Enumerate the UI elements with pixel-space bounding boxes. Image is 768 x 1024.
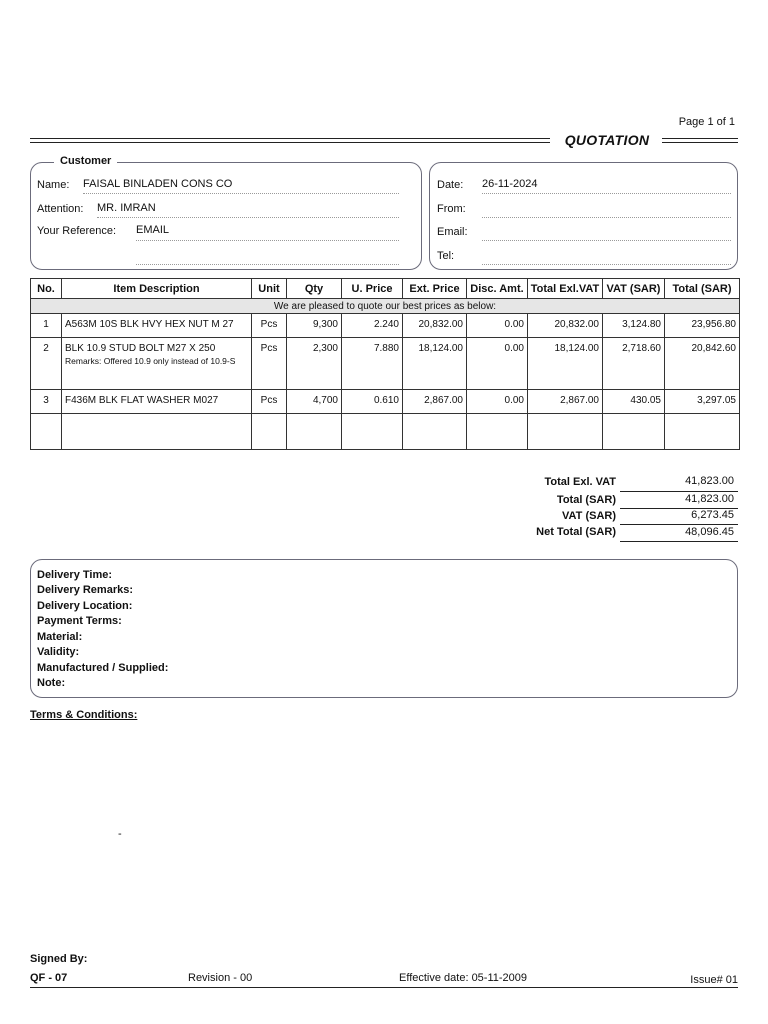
tel-dotted-line (482, 264, 731, 265)
empty-cell (287, 414, 342, 450)
empty-cell (467, 414, 528, 450)
empty-cell (342, 414, 403, 450)
title-rule-right (662, 138, 738, 143)
cell-no: 1 (31, 314, 62, 338)
reference-dotted-line (136, 240, 399, 241)
total-excl-vat-label: Total Exl. VAT (544, 476, 616, 488)
empty-cell (31, 414, 62, 450)
date-dotted-line (482, 193, 731, 194)
empty-table-row (31, 414, 740, 450)
table-row (31, 390, 740, 414)
cell-discount: 0.00 (467, 390, 528, 414)
totals-rule (620, 524, 738, 525)
cell-unit-price: 2.240 (342, 314, 403, 338)
cell-vat: 430.05 (603, 390, 665, 414)
cell-unit: Pcs (252, 338, 287, 390)
col-header-ext-price: Ext. Price (403, 279, 467, 299)
cell-no: 2 (31, 338, 62, 390)
cell-unit: Pcs (252, 314, 287, 338)
issue-number: Issue# 01 (690, 974, 738, 986)
email-label: Email: (437, 226, 468, 238)
notice-row (31, 299, 740, 314)
effective-date: Effective date: 05-11-2009 (399, 972, 528, 984)
reference-dotted-line-2 (136, 264, 399, 265)
email-dotted-line (482, 240, 731, 241)
date-label: Date: (437, 179, 464, 191)
col-header-total: Total (SAR) (665, 279, 740, 299)
cell-ext-price: 20,832.00 (403, 314, 467, 338)
cell-vat: 3,124.80 (603, 314, 665, 338)
attention-label: Attention: (37, 203, 84, 215)
net-total-value: 48,096.45 (685, 526, 734, 538)
footer-rule (30, 987, 738, 988)
name-label: Name: (37, 179, 70, 191)
items-table (30, 278, 740, 450)
col-header-qty: Qty (287, 279, 342, 299)
page-number: Page 1 of 1 (678, 116, 735, 128)
cell-description (62, 390, 252, 414)
from-dotted-line (482, 217, 731, 218)
item-description: BLK 10.9 STUD BOLT M27 X 250 (65, 343, 216, 354)
delivery-time-label: Delivery Time: (37, 569, 113, 581)
document-title: QUOTATION (564, 132, 650, 148)
totals-rule (620, 491, 738, 492)
vat-sar-value: 6,273.45 (691, 509, 734, 521)
total-excl-vat-value: 41,823.00 (685, 475, 734, 487)
cell-unit-price: 7.880 (342, 338, 403, 390)
cell-unit: Pcs (252, 390, 287, 414)
total-sar-label: Total (SAR) (556, 494, 616, 506)
item-remarks: Remarks: Offered 10.9 only instead of 10.9-S (65, 356, 236, 366)
attention-dotted-line (97, 217, 399, 218)
validity-label: Validity: (37, 646, 80, 658)
col-header-vat: VAT (SAR) (603, 279, 665, 299)
empty-cell (603, 414, 665, 450)
cell-description (62, 338, 252, 390)
col-header-unit-price: U. Price (342, 279, 403, 299)
material-label: Material: (37, 631, 83, 643)
col-header-description: Item Description (62, 279, 252, 299)
customer-reference: EMAIL (136, 224, 170, 236)
vat-sar-label: VAT (SAR) (562, 510, 616, 522)
delivery-remarks-label: Delivery Remarks: (37, 584, 134, 596)
cell-discount: 0.00 (467, 314, 528, 338)
terms-conditions-title: Terms & Conditions: (30, 709, 138, 721)
empty-cell (62, 414, 252, 450)
cell-qty: 4,700 (287, 390, 342, 414)
cell-vat: 2,718.60 (603, 338, 665, 390)
cell-qty: 2,300 (287, 338, 342, 390)
cell-total: 20,842.60 (665, 338, 740, 390)
customer-name: FAISAL BINLADEN CONS CO (83, 178, 233, 190)
cell-total: 3,297.05 (665, 390, 740, 414)
cell-total: 23,956.80 (665, 314, 740, 338)
table-row (31, 338, 740, 390)
cell-total-excl-vat: 2,867.00 (528, 390, 603, 414)
table-row (31, 314, 740, 338)
quote-date: 26-11-2024 (482, 178, 538, 190)
form-code: QF - 07 (30, 972, 68, 984)
table-header-row (31, 279, 740, 299)
cell-total-excl-vat: 18,124.00 (528, 338, 603, 390)
payment-terms-label: Payment Terms: (37, 615, 122, 627)
manufactured-supplied-label: Manufactured / Supplied: (37, 662, 169, 674)
totals-rule (620, 541, 738, 542)
tel-label: Tel: (437, 250, 455, 262)
cell-qty: 9,300 (287, 314, 342, 338)
net-total-label: Net Total (SAR) (536, 526, 616, 538)
col-header-total-excl-vat: Total Exl.VAT (528, 279, 603, 299)
cell-no: 3 (31, 390, 62, 414)
name-dotted-line (83, 193, 399, 194)
empty-cell (403, 414, 467, 450)
cell-discount: 0.00 (467, 338, 528, 390)
cell-ext-price: 18,124.00 (403, 338, 467, 390)
conditions-dash: - (118, 828, 122, 840)
customer-legend: Customer (54, 155, 117, 167)
item-description: F436M BLK FLAT WASHER M027 (65, 395, 219, 406)
cell-unit-price: 0.610 (342, 390, 403, 414)
col-header-unit: Unit (252, 279, 287, 299)
title-rule-left (30, 138, 550, 143)
info-box (429, 162, 738, 270)
cell-total-excl-vat: 20,832.00 (528, 314, 603, 338)
empty-cell (528, 414, 603, 450)
cell-description (62, 314, 252, 338)
notice-text: We are pleased to quote our best prices as below: (31, 299, 740, 314)
revision: Revision - 00 (188, 972, 253, 984)
total-sar-value: 41,823.00 (685, 493, 734, 505)
reference-label: Your Reference: (37, 225, 117, 237)
signed-by-label: Signed By: (30, 953, 88, 965)
item-description: A563M 10S BLK HVY HEX NUT M 27 (65, 319, 234, 330)
customer-attention: MR. IMRAN (97, 202, 156, 214)
empty-cell (665, 414, 740, 450)
delivery-terms-box (30, 559, 738, 698)
col-header-no: No. (31, 279, 62, 299)
from-label: From: (437, 203, 466, 215)
note-label: Note: (37, 677, 66, 689)
delivery-location-label: Delivery Location: (37, 600, 133, 612)
empty-cell (252, 414, 287, 450)
col-header-discount: Disc. Amt. (467, 279, 528, 299)
cell-ext-price: 2,867.00 (403, 390, 467, 414)
